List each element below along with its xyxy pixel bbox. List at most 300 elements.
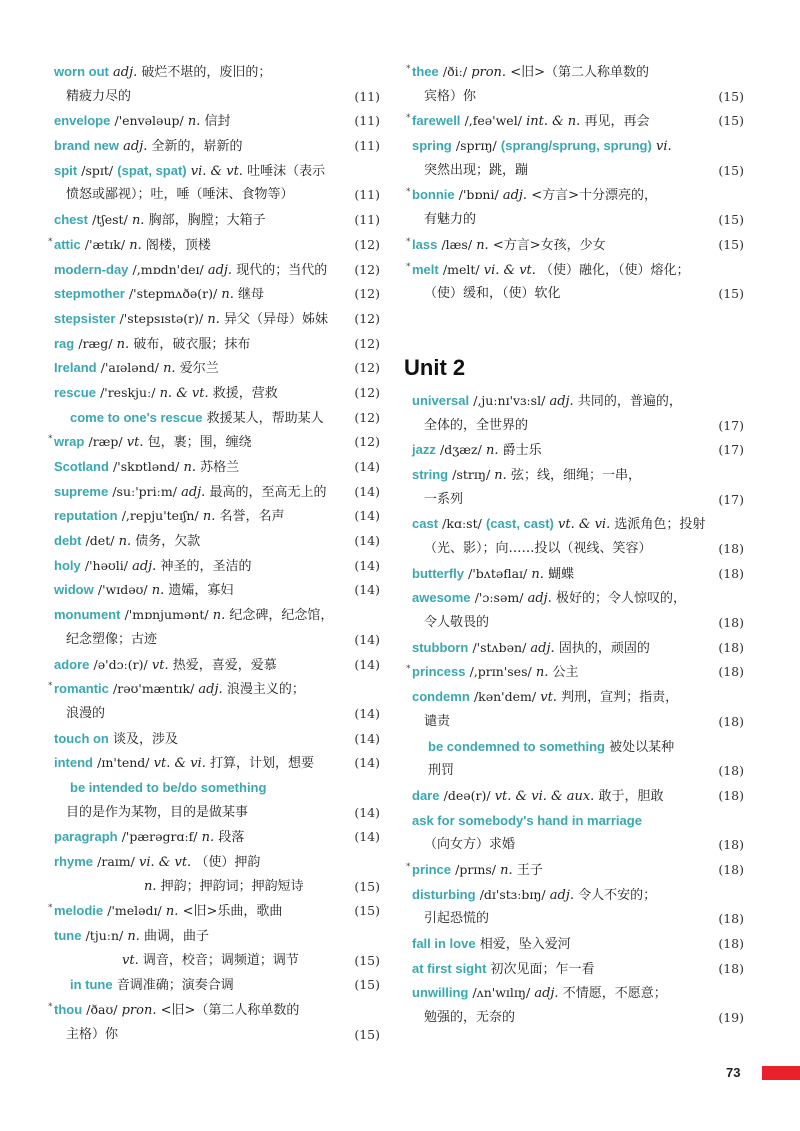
page-reference: (18) xyxy=(718,541,744,556)
sense-line xyxy=(54,949,380,974)
page-reference: (15) xyxy=(718,113,744,129)
page-reference: (18) xyxy=(718,911,744,927)
part-of-speech: n. xyxy=(535,665,549,681)
definition: 神圣的，圣洁的 xyxy=(160,558,252,574)
part-of-speech: vt. & vi. xyxy=(558,517,611,533)
definition: 浪漫主义的； xyxy=(226,682,305,698)
entry-line xyxy=(412,134,744,159)
page-reference: (14) xyxy=(354,656,380,672)
entry-line xyxy=(48,899,380,924)
page-reference: (12) xyxy=(354,261,380,277)
page-reference: (15) xyxy=(718,212,744,228)
entry-line xyxy=(54,455,380,480)
entry-line xyxy=(54,332,380,357)
definition: （使）融化，（使）熔化； xyxy=(540,262,690,278)
page-reference: (19) xyxy=(718,1010,744,1026)
entry-line xyxy=(54,825,380,850)
headword: touch on xyxy=(54,730,109,746)
right-column-top xyxy=(406,60,744,307)
continuation-line xyxy=(412,208,744,233)
entry-line xyxy=(54,109,380,134)
entry-line xyxy=(54,60,380,85)
part-of-speech: vt. xyxy=(151,657,169,673)
phrase: be intended to be/do something xyxy=(70,779,267,795)
definition: 胸部，胸膛；大箱子 xyxy=(148,213,266,229)
part-of-speech: adj. xyxy=(123,139,148,155)
page-reference: (15) xyxy=(718,88,744,104)
definition: 固执的，顽固的 xyxy=(558,640,650,656)
page-reference: (14) xyxy=(354,829,380,845)
definition: 突然出现；跳，蹦 xyxy=(424,162,529,178)
entry-line xyxy=(54,134,380,159)
star-marker: * xyxy=(48,681,53,692)
verb-forms: (cast, cast) xyxy=(485,516,554,532)
definition: 救援，营救 xyxy=(212,385,278,401)
headword: dare xyxy=(412,787,440,803)
part-of-speech: n. xyxy=(127,929,140,945)
continuation-line xyxy=(412,759,744,784)
page-reference: (12) xyxy=(354,286,380,302)
definition: 纪念碑，纪念馆， xyxy=(229,608,334,624)
entry-line xyxy=(54,480,380,505)
star-marker: * xyxy=(48,1002,53,1013)
phonetic: /,juːnɪ'vɜːsl/ xyxy=(473,392,546,408)
headword: cast xyxy=(412,516,439,532)
definition: 初次见面；乍一看 xyxy=(490,961,595,977)
phrase: come to one's rescue xyxy=(70,409,203,425)
part-of-speech: adj. xyxy=(181,484,206,500)
star-marker: * xyxy=(48,903,53,914)
page-reference: (11) xyxy=(354,88,380,104)
star-marker: * xyxy=(406,187,411,198)
part-of-speech: vt. xyxy=(122,952,139,968)
continuation-line xyxy=(412,833,744,858)
part-of-speech: n. xyxy=(531,566,544,582)
definition: 包，裹；围，缠绕 xyxy=(147,435,252,451)
page-reference: (18) xyxy=(718,787,744,803)
definition: 爱尔兰 xyxy=(179,361,219,377)
definition: 精疲力尽的 xyxy=(66,88,132,104)
phonetic: /ðaʊ/ xyxy=(86,1002,118,1018)
entry-line xyxy=(54,504,380,529)
phrase-line xyxy=(54,406,380,431)
entry-line xyxy=(48,430,380,455)
headword: spit xyxy=(54,162,78,178)
headword: Scotland xyxy=(54,459,109,474)
phrase-line xyxy=(54,973,380,998)
part-of-speech: n. & vt. xyxy=(159,385,209,401)
entry-line xyxy=(406,183,744,208)
star-marker: * xyxy=(48,434,53,445)
phonetic: /kən'dem/ xyxy=(473,689,537,705)
definition: 吐唾沫（表示 xyxy=(247,163,326,179)
part-of-speech: n. xyxy=(201,830,215,846)
entry-line xyxy=(412,784,744,809)
definition: 苏格兰 xyxy=(200,460,240,475)
part-of-speech: n. xyxy=(183,460,197,475)
entry-line xyxy=(54,727,380,752)
phonetic: /'envələup/ xyxy=(114,113,184,129)
headword: thee xyxy=(412,64,439,79)
phonetic: /ʌn'wɪlɪŋ/ xyxy=(472,985,531,1001)
headword: rescue xyxy=(54,384,96,400)
verb-forms: (sprang/sprung, sprung) xyxy=(500,138,652,154)
page-reference: (14) xyxy=(354,483,380,499)
definition: 公主 xyxy=(552,665,579,681)
headword: condemn xyxy=(412,689,470,705)
phonetic: /'bɒni/ xyxy=(458,187,499,203)
headword: at first sight xyxy=(412,960,487,976)
star-marker: * xyxy=(406,261,411,272)
headword: butterfly xyxy=(412,565,464,581)
page-reference: (18) xyxy=(718,615,744,631)
star-marker: * xyxy=(406,113,411,124)
part-of-speech: n. xyxy=(207,311,220,327)
definition: 极好的；令人惊叹的， xyxy=(555,591,686,607)
part-of-speech: adj. xyxy=(534,986,559,1002)
headword: intend xyxy=(54,755,93,771)
headword: reputation xyxy=(54,508,118,524)
page-reference: (14) xyxy=(354,582,380,598)
definition: 继母 xyxy=(238,287,265,303)
entry-line xyxy=(412,586,744,611)
page-reference: (12) xyxy=(354,335,380,351)
page-reference: (18) xyxy=(718,664,744,680)
part-of-speech: adj. xyxy=(549,887,574,903)
page-reference: (18) xyxy=(718,861,744,877)
entry-line xyxy=(412,636,744,661)
entry-line xyxy=(54,258,380,283)
verb-forms: (spat, spat) xyxy=(117,162,187,178)
phonetic: /ræg/ xyxy=(78,335,113,351)
entry-line xyxy=(54,159,380,184)
headword: melodie xyxy=(54,903,104,919)
headword: disturbing xyxy=(412,886,476,902)
part-of-speech: n. xyxy=(116,336,130,352)
definition: 刑罚 xyxy=(428,763,455,779)
page-reference: (15) xyxy=(354,903,380,919)
entry-line xyxy=(412,932,744,957)
part-of-speech: pron. xyxy=(471,65,507,80)
headword: paragraph xyxy=(54,829,118,845)
entry-line xyxy=(54,381,380,406)
entry-line xyxy=(412,981,744,1006)
definition: （使）缓和，（使）软化 xyxy=(424,286,561,302)
left-column xyxy=(48,60,380,1048)
page-reference: (12) xyxy=(354,384,380,400)
continuation-line xyxy=(54,85,380,110)
continuation-line xyxy=(412,537,744,562)
definition: 谈及，涉及 xyxy=(113,731,179,747)
definition: 判刑，宣判；指责， xyxy=(561,690,679,706)
part-of-speech: n. xyxy=(202,509,216,525)
entry-line xyxy=(48,998,380,1023)
definition: 押韵；押韵词；押韵短诗 xyxy=(160,878,304,894)
definition: 浪漫的 xyxy=(66,705,106,721)
part-of-speech: vt. xyxy=(126,435,144,451)
phrase: be condemned to something xyxy=(428,738,605,754)
page-reference: (15) xyxy=(718,162,744,178)
phonetic: /,prɪn'ses/ xyxy=(469,664,532,680)
part-of-speech: adj. xyxy=(530,640,555,656)
entry-line xyxy=(54,924,380,949)
phonetic: /ræp/ xyxy=(88,434,123,450)
entry-line xyxy=(412,463,744,488)
headword: wrap xyxy=(54,434,85,450)
phonetic: /'stepsɪstə(r)/ xyxy=(119,310,204,326)
headword: ask for somebody's hand in marriage xyxy=(412,812,642,828)
headword: farewell xyxy=(412,113,461,129)
definition: 被处以某种 xyxy=(609,739,675,755)
part-of-speech: n. xyxy=(118,534,132,550)
definition: 目的是作为某物，目的是做某事 xyxy=(66,804,249,820)
entry-line xyxy=(412,562,744,587)
page-reference: (15) xyxy=(354,878,380,894)
entry-line xyxy=(48,677,380,702)
star-marker: * xyxy=(406,64,411,74)
definition: 有魅力的 xyxy=(424,212,477,228)
headword: lass xyxy=(412,236,438,252)
part-of-speech: vt. & vi. xyxy=(153,756,206,772)
headword: thou xyxy=(54,1002,83,1018)
continuation-line xyxy=(54,801,380,826)
unit-heading: Unit 2 xyxy=(404,354,466,380)
headword: fall in love xyxy=(412,936,476,951)
entry-line xyxy=(412,389,744,414)
page-reference: (12) xyxy=(354,236,380,252)
phonetic: /strɪŋ/ xyxy=(452,466,491,482)
headword: spring xyxy=(412,138,452,154)
entry-line xyxy=(48,233,380,258)
part-of-speech: n. xyxy=(187,114,201,130)
page-reference: (12) xyxy=(354,360,380,376)
definition: 令人敬畏的 xyxy=(424,615,490,631)
sense-line xyxy=(54,875,380,900)
entry-line xyxy=(54,603,380,628)
headword: prince xyxy=(412,861,452,877)
headword: monument xyxy=(54,607,121,623)
star-marker: * xyxy=(406,664,411,675)
definition: 勉强的，无奈的 xyxy=(424,1010,516,1026)
phonetic: /ɪn'tend/ xyxy=(97,755,150,771)
page-reference: (18) xyxy=(718,837,744,853)
definition: 引起恐慌的 xyxy=(424,911,490,927)
headword: awesome xyxy=(412,590,471,606)
headword: rhyme xyxy=(54,854,94,869)
page-reference: (14) xyxy=(354,730,380,746)
page-reference: (17) xyxy=(718,442,744,458)
phonetic: /tjuːn/ xyxy=(85,928,124,944)
page-number: 73 xyxy=(726,1065,741,1080)
continuation-line xyxy=(54,183,380,208)
headword: envelope xyxy=(54,113,111,129)
entry-line xyxy=(54,751,380,776)
phonetic: /melt/ xyxy=(442,261,480,277)
definition: 再见，再会 xyxy=(584,114,650,130)
definition: 弦；线，细绳；一串， xyxy=(510,467,641,483)
phrase: in tune xyxy=(70,977,113,993)
definition: （使）押韵 xyxy=(195,855,261,870)
definition: 全新的，崭新的 xyxy=(151,139,243,155)
headword: modern-day xyxy=(54,261,129,277)
definition: 破布，破衣服；抹布 xyxy=(133,336,251,352)
page-reference: (12) xyxy=(354,310,380,326)
definition: 纪念塑像；古迹 xyxy=(66,631,158,647)
part-of-speech: vi. & vt. xyxy=(483,262,536,278)
definition: 音调准确；演奏合调 xyxy=(116,978,234,994)
definition: 愤怒或鄙视）；吐，唾（唾沫、食物等） xyxy=(66,187,294,203)
continuation-line xyxy=(412,1006,744,1031)
page-reference: (17) xyxy=(718,491,744,507)
phonetic: /'stʌbən/ xyxy=(472,639,527,655)
phonetic: /prɪns/ xyxy=(455,861,497,877)
part-of-speech: n. xyxy=(221,287,234,303)
phonetic: /rəʊ'mæntɪk/ xyxy=(113,681,195,697)
part-of-speech: n. xyxy=(494,467,507,483)
continuation-line xyxy=(54,702,380,727)
continuation-line xyxy=(412,414,744,439)
definition: 王子 xyxy=(516,862,543,878)
part-of-speech: adj. xyxy=(549,393,574,409)
phonetic: /'melədɪ/ xyxy=(107,903,162,919)
page-reference: (15) xyxy=(354,977,380,993)
part-of-speech: n. xyxy=(476,237,489,253)
headword: worn out xyxy=(54,64,109,79)
entry-line xyxy=(54,850,380,875)
definition: 谴责 xyxy=(424,713,451,729)
phrase-line xyxy=(412,735,744,760)
entry-line xyxy=(54,554,380,579)
part-of-speech: n. xyxy=(163,361,176,377)
part-of-speech: vi. & vt. xyxy=(190,163,243,179)
entry-line xyxy=(412,685,744,710)
continuation-line xyxy=(412,85,744,110)
definition: <旧>（第二人称单数的 xyxy=(510,65,649,80)
page-reference: (11) xyxy=(354,212,380,228)
page-reference: (14) xyxy=(354,631,380,647)
part-of-speech: adj. xyxy=(132,558,157,574)
part-of-speech: vt. & vi. & aux. xyxy=(494,788,595,804)
right-column-bottom xyxy=(406,389,744,1031)
headword: rag xyxy=(54,335,75,351)
definition: <方言>十分漂亮的， xyxy=(531,188,657,204)
definition: 打算，计划，想要 xyxy=(209,756,314,772)
phonetic: /sprɪŋ/ xyxy=(455,138,497,154)
definition: 信封 xyxy=(204,114,231,130)
star-marker: * xyxy=(48,236,53,247)
continuation-line xyxy=(412,488,744,513)
part-of-speech: adj. xyxy=(207,262,233,278)
entry-line xyxy=(54,356,380,381)
definition: 债务，欠款 xyxy=(135,534,201,550)
right-column xyxy=(404,60,744,1031)
phonetic: /deə(r)/ xyxy=(443,787,491,803)
phonetic: /'wɪdəʊ/ xyxy=(97,582,148,598)
page-reference: (12) xyxy=(354,434,380,450)
page-reference: (18) xyxy=(718,713,744,729)
page-reference: (17) xyxy=(718,417,744,433)
phonetic: /'mɒnjumənt/ xyxy=(124,607,209,623)
phonetic: /dɪ'stɜːbɪŋ/ xyxy=(479,886,546,902)
phonetic: /,feə'wel/ xyxy=(464,113,522,129)
page-reference: (18) xyxy=(718,936,744,951)
page-reference: (14) xyxy=(354,508,380,524)
headword: chest xyxy=(54,212,88,228)
entry-line xyxy=(406,858,744,883)
entry-line xyxy=(412,438,744,463)
headword: Ireland xyxy=(54,360,97,376)
headword: adore xyxy=(54,656,90,672)
continuation-line xyxy=(412,282,744,307)
headword: princess xyxy=(412,664,466,680)
part-of-speech: n. xyxy=(129,237,142,253)
entry-line xyxy=(412,512,744,537)
page-reference: (18) xyxy=(718,763,744,779)
phonetic: /dʒæz/ xyxy=(439,442,482,458)
headword: supreme xyxy=(54,483,109,499)
part-of-speech: adj. xyxy=(198,682,223,698)
definition: 名誉，名声 xyxy=(219,509,285,525)
definition: 曲调，曲子 xyxy=(144,929,210,945)
headword: tune xyxy=(54,928,82,944)
phonetic: /,mɒdn'deɪ/ xyxy=(132,261,204,277)
phonetic: /'stepmʌðə(r)/ xyxy=(128,286,218,302)
phonetic: /kɑːst/ xyxy=(442,516,482,532)
phonetic: /'skɒtlənd/ xyxy=(113,459,180,474)
entry-line xyxy=(54,282,380,307)
phonetic: /det/ xyxy=(85,533,115,549)
entry-line xyxy=(54,307,380,332)
part-of-speech: vt. xyxy=(540,690,557,706)
page-reference: (15) xyxy=(718,286,744,302)
definition: 异父（异母）姊妹 xyxy=(224,311,329,327)
definition: 主格）你 xyxy=(66,1026,119,1042)
definition: 宾格）你 xyxy=(424,88,477,104)
part-of-speech: n. xyxy=(485,443,499,459)
headword: holy xyxy=(54,557,81,573)
page-reference: (15) xyxy=(354,952,380,968)
page-reference: (15) xyxy=(354,1026,380,1042)
phonetic: /ðiː/ xyxy=(442,64,468,79)
page-reference: (14) xyxy=(354,705,380,721)
phonetic: /,repju'teɪʃn/ xyxy=(121,508,199,524)
definition: 令人不安的； xyxy=(578,887,657,903)
page-reference: (14) xyxy=(354,459,380,474)
definition: 不情愿，不愿意； xyxy=(562,986,667,1002)
entry-line xyxy=(406,109,744,134)
part-of-speech: int. & n. xyxy=(526,114,581,130)
entry-line xyxy=(412,957,744,982)
definition: 蝴蝶 xyxy=(548,566,575,582)
page-reference: (11) xyxy=(354,138,380,154)
part-of-speech: adj. xyxy=(527,591,552,607)
continuation-line xyxy=(54,1023,380,1048)
definition: 最高的，至高无上的 xyxy=(209,484,327,500)
phonetic: /suː'priːm/ xyxy=(112,483,177,499)
entry-line xyxy=(406,233,744,258)
definition: （向女方）求婚 xyxy=(424,837,516,853)
phonetic: /tʃest/ xyxy=(92,212,128,228)
page-reference: (15) xyxy=(718,236,744,252)
part-of-speech: n. xyxy=(212,608,226,624)
entry-line xyxy=(406,60,744,85)
entry-line xyxy=(54,529,380,554)
headword: stubborn xyxy=(412,639,469,655)
phonetic: /læs/ xyxy=(441,236,473,252)
phonetic: /ə'dɔː(r)/ xyxy=(93,656,148,672)
definition: 调音，校音；调频道；调节 xyxy=(142,952,299,968)
headword: bonnie xyxy=(412,187,455,203)
